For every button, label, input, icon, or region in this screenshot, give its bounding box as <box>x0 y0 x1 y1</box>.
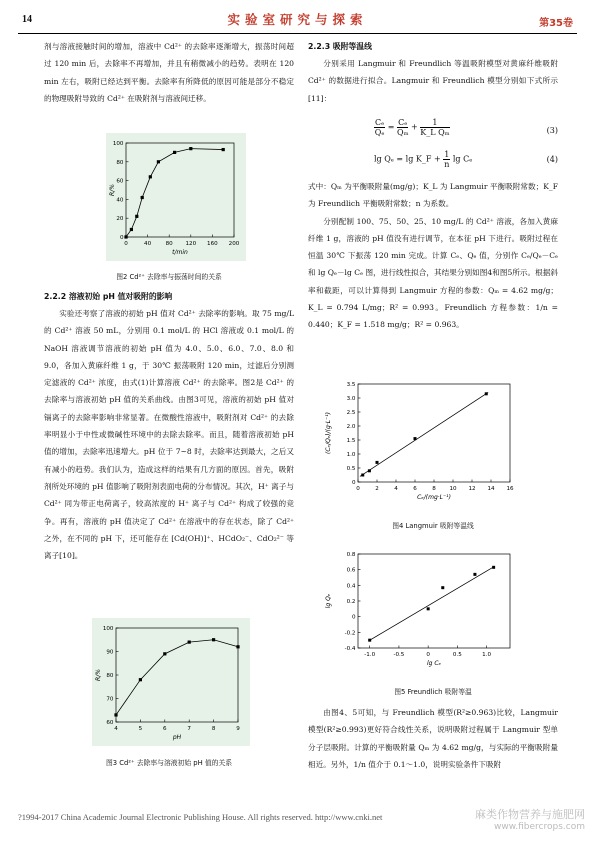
volume-label: 第35卷 <box>539 18 573 29</box>
x-tick-label: 0 <box>426 652 430 658</box>
section-title-223: 2.2.3 吸附等温线 <box>308 42 372 51</box>
figure-3-caption: 图3 Cd²⁺ 去除率与溶液初始 pH 值的关系 <box>105 759 233 767</box>
data-point <box>139 678 142 681</box>
x-tick-label: 10 <box>449 486 457 492</box>
y-tick-label: 60 <box>106 720 114 726</box>
x-tick-label: 6 <box>163 726 167 732</box>
x-tick-label: 40 <box>144 241 152 247</box>
eq3-equals: = <box>387 122 395 132</box>
figure-2-caption: 图2 Cd²⁺ 去除率与振荡时间的关系 <box>116 273 222 281</box>
journal-title: 实验室研究与探索 <box>227 12 368 27</box>
paragraph-result: 由图4、5可知，与 Freundlich 模型(R²≥0.963)比较，Langmuir 模型(R²≥0.993)更好符合线性关系，说明吸附过程属于 Langmuir 型单分子层吸附。计算的平衡吸附量 Qₘ 为 4.62 mg/g，与实际的平衡吸附量相近。另外，1/n 值介于 0.1～1.0，说明实验条件下吸附 <box>308 708 558 769</box>
x-tick-label: 8 <box>211 726 216 732</box>
data-point <box>212 638 215 641</box>
x-tick-label: 200 <box>228 241 240 247</box>
y-tick-label: 0.2 <box>346 599 356 605</box>
x-tick-label: 7 <box>187 726 191 732</box>
equation-3 <box>308 118 558 148</box>
x-tick-label: 0 <box>124 241 128 247</box>
x-tick-label: 0 <box>356 486 360 492</box>
y-tick-label: 1.5 <box>346 438 356 444</box>
y-tick-label: -0.4 <box>344 646 356 652</box>
eq3-left-num: Cₑ <box>375 118 385 127</box>
y-tick-label: 2.5 <box>346 410 356 416</box>
x-axis-label: lg Cₑ <box>426 660 442 667</box>
data-point <box>163 652 166 655</box>
paragraph-ph: 实验还考察了溶液的初始 pH 值对 Cd²⁺ 去除率的影响。取 75 mg/L 的 Cd²⁺ 溶液 50 mL，分别用 0.1 mol/L 的 HCl 溶液或 0.1 mol/L 的 NaOH 溶液调节溶液的初始 pH 值为 4.0、5.0、6.0、7.0、8.0 和 9.0，各加入黄麻纤维 1 g，于 30℃ 振荡吸附 120 min，过滤后分别测定滤液的 Cd²⁺ 浓度，由式(1)计算溶液 Cd²⁺ 的去除率。图2是 Cd²⁺ 的去除率与溶液初始 pH 值的关系曲线。由图3可见，溶液的初始 pH 值对镉离子的去除率影响非常显著。在微酸性溶液中，吸附剂对 Cd²⁺ 的去除率明显小于中性或微碱性环境中的去除去除率。而且，随着溶液初始 pH 值的增加，去除率迅速增大。pH 位于 7~8 时，去除率达到最大，之后又有减小的趋势。我们认为，造成这样的结果有几方面的原因。首先，吸附剂所处环境的 pH 值影响了吸附剂表面电荷的分布情况。其次，H⁺ 离子与 Cd²⁺ 同为带正电荷离子，较高浓度的 H⁺ 离子与 Cd²⁺ 构成了较强的竞争。再有，溶液的 pH 值决定了 Cd²⁺ 在溶液中的存在状态，除了 Cd²⁺ 之外，在不同的 pH 下，还可能存在 [Cd(OH)]⁺、HCdO₂⁻、CdO₂²⁻ 等离子[10]。 <box>44 309 294 561</box>
eq4-right: lg Cₑ <box>452 154 473 164</box>
page-number: 14 <box>22 14 32 25</box>
y-tick-label: 80 <box>116 159 124 166</box>
header-rule <box>18 33 577 34</box>
x-tick-label: -0.5 <box>393 652 405 658</box>
y-tick-label: 0 <box>119 235 124 241</box>
x-tick-label: 4 <box>394 486 398 492</box>
y-tick-label: -0.2 <box>344 630 356 637</box>
fit-line <box>369 567 495 641</box>
plot-frame <box>116 628 238 722</box>
figure-4 <box>320 378 520 508</box>
y-tick-label: 80 <box>106 673 114 679</box>
x-axis-label: t/min <box>172 249 188 256</box>
data-point <box>189 147 192 150</box>
figure-5-caption: 图5 Freundlich 吸附等温 <box>394 688 472 696</box>
section-title-222: 2.2.2 溶液初始 pH 值对吸附的影响 <box>44 292 173 301</box>
y-tick-label: 0.6 <box>346 567 356 574</box>
x-tick-label: 160 <box>207 241 218 247</box>
eq3-r2-num: 1 <box>420 118 449 128</box>
y-tick-label: 90 <box>106 649 114 656</box>
eq4-den: n <box>444 160 450 169</box>
y-axis-label: lg Qₑ <box>325 593 332 609</box>
data-point <box>173 151 176 154</box>
x-tick-label: 12 <box>468 486 476 492</box>
data-point <box>222 148 225 151</box>
y-axis-label: (Cₑ/Qₑ)/(g·L⁻¹) <box>325 412 332 454</box>
x-tick-label: 6 <box>413 486 417 492</box>
plot-frame <box>358 384 510 482</box>
eq3-r2-den: K_L Qₘ <box>420 128 450 137</box>
equation-4 <box>308 150 558 176</box>
x-tick-label: 120 <box>185 241 197 247</box>
paragraph-config: 分别配制 100、75、50、25、10 mg/L 的 Cd²⁺ 溶液，各加入黄麻纤维 1 g，溶液的 pH 值没有进行调节，在本征 pH 下进行。吸附过程在恒温 30℃ 下振荡 120 min 完成。计算 Cₑ、Qₑ 值，分别作 Cₑ/Qₑ－Cₑ 和 lg Qₑ－lg Cₑ 图，进行线性拟合，其结果分别如图4和图5所示。根据斜率和截距，可以计算得到 Langmuir 方程的参数：Qₘ = 4.62 mg/g；K_L = 0.794 L/mg；R² = 0.993。Freundlich 方程参数：1/n = 0.440；K_F = 1.518 mg/g；R² = 0.963。 <box>308 216 558 330</box>
data-point <box>492 566 495 569</box>
x-axis-label: pH <box>172 734 182 741</box>
figure-2-chart <box>106 133 246 261</box>
right-column-body <box>308 178 558 334</box>
eq4-num: 1 <box>444 150 450 159</box>
plot-frame <box>126 143 234 237</box>
x-tick-label: 8 <box>432 486 436 492</box>
data-point <box>135 215 138 218</box>
left-column <box>44 38 294 107</box>
series-line <box>116 640 238 715</box>
y-tick-label: 0 <box>351 614 356 621</box>
data-point <box>149 175 152 178</box>
x-tick-label: -1.0 <box>364 652 376 658</box>
y-tick-label: 40 <box>116 197 124 204</box>
y-tick-label: 0.4 <box>346 583 356 590</box>
figure-5 <box>320 548 520 672</box>
data-point <box>376 461 379 464</box>
eq3-r1-num: Cₑ <box>398 118 408 127</box>
data-point <box>157 160 160 163</box>
y-tick-label: 3.0 <box>346 396 356 402</box>
y-axis-label: R/% <box>95 669 102 681</box>
data-point <box>188 641 191 644</box>
right-column <box>308 38 558 107</box>
y-tick-label: 100 <box>112 141 124 147</box>
paragraph-where: 式中：Qₘ 为平衡吸附量(mg/g)；K_L 为 Langmuir 平衡吸附常数；K_F 为 Freundlich 平衡吸附常数；n 为系数。 <box>308 182 558 209</box>
data-point <box>361 474 364 477</box>
y-tick-label: 20 <box>116 216 124 223</box>
y-tick-label: 100 <box>102 626 114 632</box>
y-tick-label: 0.8 <box>346 552 356 558</box>
watermark-url: www.fibercrops.com <box>494 822 585 832</box>
figure-5-chart <box>320 548 520 672</box>
y-tick-label: 0.5 <box>346 466 356 472</box>
right-column-result <box>308 704 558 773</box>
fit-line <box>360 392 488 476</box>
y-tick-label: 70 <box>106 696 114 703</box>
copyright-footer: ?1994-2017 China Academic Journal Electronic Publishing House. All rights reserved. http://www.cnki.net <box>18 812 383 822</box>
x-tick-label: 4 <box>114 726 118 732</box>
series-line <box>126 149 223 237</box>
data-point <box>141 196 144 199</box>
figure-3 <box>92 618 250 746</box>
data-point <box>368 469 371 472</box>
figure-2 <box>106 133 246 261</box>
x-tick-label: 0.5 <box>452 652 462 658</box>
data-point <box>414 437 417 440</box>
data-point <box>473 573 476 576</box>
eq3-number: (3) <box>546 126 558 135</box>
eq3-left-den: Qₑ <box>374 128 385 137</box>
y-tick-label: 0 <box>351 480 356 486</box>
data-point <box>368 639 371 642</box>
y-tick-label: 1.0 <box>346 452 356 458</box>
x-axis-label: Cₑ/(mg·L⁻¹) <box>417 494 451 501</box>
watermark-text: 麻类作物营养与施肥网 <box>475 808 585 821</box>
data-point <box>427 607 430 610</box>
x-tick-label: 16 <box>506 486 514 492</box>
y-tick-label: 60 <box>116 178 124 185</box>
x-tick-label: 14 <box>487 486 495 492</box>
x-tick-label: 2 <box>375 486 379 492</box>
data-point <box>485 392 488 395</box>
eq4-number: (4) <box>546 155 558 164</box>
paragraph-models: 分别采用 Langmuir 和 Freundlich 等温吸附模型对黄麻纤维吸附 Cd²⁺ 的数据进行拟合。Langmuir 和 Freundlich 模型分别如下式所示[11]： <box>308 59 558 103</box>
y-tick-label: 2.0 <box>346 424 356 430</box>
data-point <box>441 586 444 589</box>
figure-4-caption: 图4 Langmuir 吸附等温线 <box>392 522 474 530</box>
data-point <box>114 713 117 716</box>
eq3-plus: + <box>411 122 418 132</box>
figure-3-chart <box>92 618 250 746</box>
x-tick-label: 80 <box>165 241 173 247</box>
data-point <box>236 645 239 648</box>
data-point <box>130 228 133 231</box>
eq4-left: lg Qₑ = lg K_F + <box>374 154 441 164</box>
paragraph-intro: 剂与溶液接触时间的增加，溶液中 Cd²⁺ 的去除率逐渐增大，振荡时间超过 120 min 后，去除率不再增加，并且有稍微减小的趋势。表明在 120 min 左右，吸附已经达到平衡。去除率有所降低的原因可能是部分不稳定的物理吸附导致的 Cd²⁺ 在吸附剂与溶液间迁移。 <box>44 42 294 103</box>
figure-4-chart <box>320 378 520 508</box>
y-axis-label: R/% <box>109 184 116 196</box>
page-header <box>0 0 595 38</box>
x-tick-label: 5 <box>138 726 143 732</box>
x-tick-label: 1.0 <box>482 652 492 658</box>
left-column-section <box>44 288 294 564</box>
eq3-r1-den: Qₘ <box>397 128 409 137</box>
y-tick-label: 3.5 <box>346 382 356 388</box>
data-point <box>124 235 127 238</box>
x-tick-label: 9 <box>236 726 240 732</box>
